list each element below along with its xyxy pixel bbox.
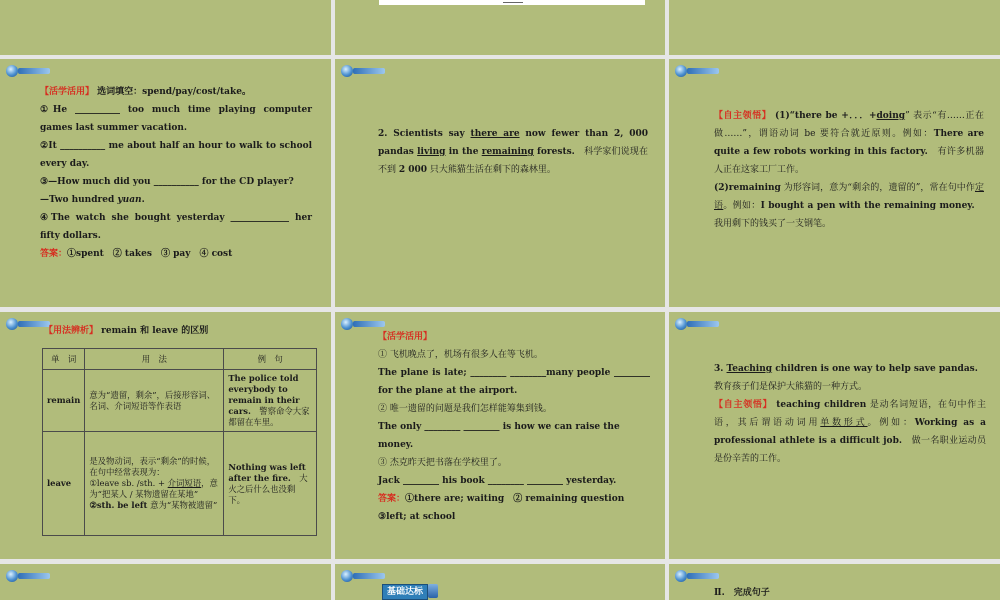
sentence-part: now fewer than 2, 000 pandas [378,129,648,157]
answer-text: ③left; at school [378,512,456,522]
sentence-num: 2. [378,129,388,139]
text-underlined: 定语 [714,183,984,211]
table-cell-word: leave [43,432,85,536]
text: 。例如： [867,418,915,428]
text: (2)remaining [714,183,781,193]
logo-icon [6,570,50,582]
logo-icon [675,570,719,582]
line-en: The plane is late; ________ ________many people ________ for the plane at the airport. [378,368,650,396]
answer-text: ①spent ② takes ③ pay ④ cost [67,249,233,259]
sentence-underlined: Teaching [726,364,773,374]
sentence-underlined: there are [470,129,520,139]
slide-sentence-3[interactable] [669,312,1000,559]
logo-icon [675,318,719,330]
usage-underlined: 介词短语 [167,478,202,488]
answer-text: ①there are; waiting ② remaining question [405,494,625,504]
sentence-part: forests. [533,147,575,157]
example-translation: 有许多机器人正在这家工厂工作。 [714,147,984,175]
text-underlined: doing [876,111,906,121]
section-title: 【用法辨析】 [44,326,99,336]
slide-body [40,83,312,263]
example: There are quite a few robots working in this factory. [714,129,984,157]
slide-body [714,107,984,233]
example-en: The police told everybody to remain in their cars. [228,373,300,416]
line-en: The only ________ ________ is how we can raise the money. [378,422,620,450]
slide-practice-spend-pay-cost-take[interactable] [0,59,331,307]
instruction: 选词填空：spend/pay/cost/take。 [94,87,251,97]
badge-decoration-icon [428,584,438,598]
usage-text: ，意为“把某人 / 某物遗留在某地” [89,478,218,499]
section-title: 【活学活用】 [378,332,433,342]
example-en: Nothing was left after the fire. [228,461,306,483]
sentence-num: 3. [714,364,724,374]
table-header: 用 法 [85,349,224,370]
slide-bottom-left[interactable] [0,564,331,600]
slide-heading [44,322,314,340]
answer-label: 答案： [378,494,406,504]
slide-body [378,328,650,526]
usage-table [42,348,317,536]
question-4: ④The watch she bought yesterday _____________ her fifty dollars. [40,213,312,241]
slide-body [714,360,986,468]
logo-icon [6,65,50,77]
usage-text: 意为“某物被遗留” [147,500,218,510]
slide-top-right[interactable] [669,0,1000,55]
table-cell-example [224,370,317,432]
translation: 科学家们说现在不到 [378,147,648,175]
text: 。例如： [723,201,761,211]
logo-icon [341,570,385,582]
translation-number: 2 000 [398,165,428,175]
question-3-answer-post: . [141,195,145,205]
sentence-part: Scientists say [387,129,471,139]
slide-practice-translation[interactable] [335,312,665,559]
example-cn: 警察命令大家都留在车里。 [228,406,310,427]
slide-top-left[interactable] [0,0,331,55]
line-cn: ③ 杰克昨天把书落在学校里了。 [378,458,507,468]
question-2: ②It __________ me about half an hour to walk to school every day. [40,141,312,169]
section-heading: Ⅱ. 完成句子 [714,588,770,598]
table-row [43,432,317,536]
table-header: 单 词 [43,349,85,370]
question-3: ③—How much did you __________ for the CD player? [40,177,294,187]
section-title: 【活学活用】 [40,87,95,97]
usage-text: 是及物动词，表示“剩余”的时候，在句中经常表现为： [89,456,216,477]
text: 是动名词短语，在句中作主语，其后谓语动词用 [714,400,986,428]
basic-target-badge: 基础达标 [382,584,428,600]
sentence-underlined: living [417,147,446,157]
answer-label: 答案： [40,249,68,259]
usage-text: ①leave sb. /sth. + [89,478,168,488]
text-underlined: 单数形式 [820,418,868,428]
section-title: 【自主领悟】 [714,400,773,410]
sentence-part: children is one way to help save pandas. [772,364,978,374]
logo-icon [675,65,719,77]
heading-en: remain 和 leave 的区别 [98,326,209,336]
example-translation: 我用剩下的钱买了一支钢笔。 [714,201,984,229]
sentence-underlined: remaining [481,147,534,157]
usage-text: ②sth. be left [89,500,148,510]
question-3-answer-pre: —Two hundred [40,195,118,205]
example: I bought a pen with the remaining money. [760,201,975,211]
table-cell-usage [85,432,224,536]
table-header: 例 句 [224,349,317,370]
line-cn: ① 飞机晚点了，机场有很多人在等飞机。 [378,350,543,360]
text: ” 表示“有……正在做……”，谓语动词 be 要符合就近原则。例如： [714,111,984,139]
example-translation: 做一名职业运动员是份辛苦的工作。 [714,436,986,464]
text: (1)“there be +．．．+ [771,111,877,121]
example-cn: 大火之后什么也没剩下。 [228,472,308,505]
text: 为形容词，意为“剩余的，遗留的”，常在句中作 [780,183,975,193]
line-en: Jack ________ his book ________ ________ yesterday. [378,476,617,486]
line-cn: ② 唯一遗留的问题是我们怎样能筹集到钱。 [378,404,552,414]
slide-bottom-right[interactable] [669,564,1000,600]
slide-body [378,125,648,179]
translation: 教育孩子们是保护大熊猫的一种方式。 [714,382,868,392]
logo-icon [341,65,385,77]
slide-self-study-there-be[interactable] [669,59,1000,307]
example: Working as a professional athlete is a difficult job. [714,418,986,446]
question-1: ①He __________ too much time playing computer games last summer vacation. [40,105,312,133]
translation: 只大熊猫生活在剩下的森林里。 [427,165,556,175]
sentence-part: in the [445,147,482,157]
slide-sentence-2[interactable] [335,59,665,307]
table-cell-usage: 意为“遗留，剩余”，后接形容词、名词、介词短语等作表语 [85,370,224,432]
table-row [43,370,317,432]
text: teaching children [772,400,867,410]
section-title: 【自主领悟】 [714,111,772,121]
slide-white-strip [379,0,645,5]
table-cell-word: remain [43,370,85,432]
question-3-answer-em: yuan [117,195,142,205]
table-header-row [43,349,317,370]
slide-top-center[interactable] [335,0,665,55]
table-cell-example [224,432,317,536]
